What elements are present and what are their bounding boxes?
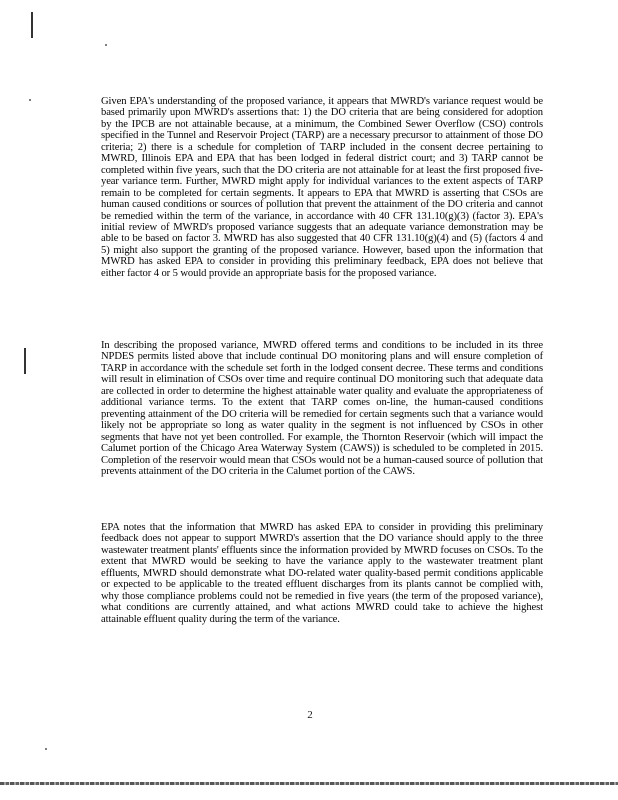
scan-speck: [45, 748, 47, 750]
body-paragraph: In describing the proposed variance, MWRD offered terms and conditions to be included in its three NPDES permits listed above that include continual DO monitoring plans and will ensure completion of TARP in accordance with the schedule set forth in the lodged consent decree. These terms and conditions will result in elimination of CSOs over time and require continual DO monitoring such that adequate data are collected in order to determine the highest attainable water quality and evaluate the appropriateness of additional variance terms. To the extent that TARP comes on-line, the human-caused conditions preventing attainment of the DO criteria will be remedied for certain segments such that a variance would likely not be appropriate so long as water quality in the segment is not influenced by CSOs in other segments that have not yet been controlled. For example, the Thornton Reservoir (which will impact the Calumet portion of the Chicago Area Waterway System (CAWS)) is scheduled to be completed in 2015. Completion of the reservoir would mean that CSOs would not be a human-caused source of pollution that prevents attainment of the DO criteria in the Calumet portion of the CAWS.: [101, 340, 543, 477]
scan-bottom-edge: [0, 782, 618, 785]
page-number: 2: [307, 709, 313, 721]
scan-speck: [29, 99, 31, 101]
body-paragraph: EPA notes that the information that MWRD has asked EPA to consider in providing this preliminary feedback does not appear to support MWRD's assertion that the DO variance should apply to the three wastewater treatment plants' effluents since the information provided by MWRD focuses on CSOs. To the extent that MWRD would be seeking to have the variance apply to the wastewater treatment plant effluents, MWRD should demonstrate what DO-related water quality-based permit conditions applicable or expected to be applicable to the treated effluent discharges from its plants cannot be complied with, why those compliance problems could not be remedied in five years (the term of the proposed variance), what conditions are currently attained, and what actions MWRD could take to achieve the highest attainable effluent quality during the term of the variance.: [101, 522, 543, 625]
scan-speck: [105, 44, 107, 46]
scan-mark-left-middle: [24, 348, 26, 374]
body-paragraph: Given EPA's understanding of the proposed variance, it appears that MWRD's variance request would be based primarily upon MWRD's assertions that: 1) the DO criteria that are being considered for adoption by the IPCB are not attainable because, at a minimum, the Combined Sewer Overflow (CSO) controls specified in the Tunnel and Reservoir Project (TARP) are a necessary precursor to attainment of those DO criteria; 2) there is a schedule for completion of TARP included in the consent decree pertaining to MWRD, Illinois EPA and EPA that has been lodged in federal district court; and 3) TARP cannot be completed within five years, such that the DO criteria are not attainable for at least the first proposed five-year variance term. Further, MWRD might apply for individual variances to the extent aspects of TARP remain to be completed for certain segments. It appears to EPA that MWRD is asserting that CSOs are human caused conditions or sources of pollution that prevent the attainment of the DO criteria and cannot be remedied within the term of the variance, in accordance with 40 CFR 131.10(g)(3) (factor 3). EPA's initial review of MWRD's proposed variance suggests that an adequate variance demonstration may be able to be based on factor 3. MWRD has also suggested that 40 CFR 131.10(g)(4) and (5) (factors 4 and 5) might also support the granting of the proposed variance. However, based upon the information that MWRD has asked EPA to consider in providing this preliminary feedback, EPA does not believe that either factor 4 or 5 would provide an appropriate basis for the proposed variance.: [101, 96, 543, 279]
scan-mark-top-left: [31, 12, 33, 38]
